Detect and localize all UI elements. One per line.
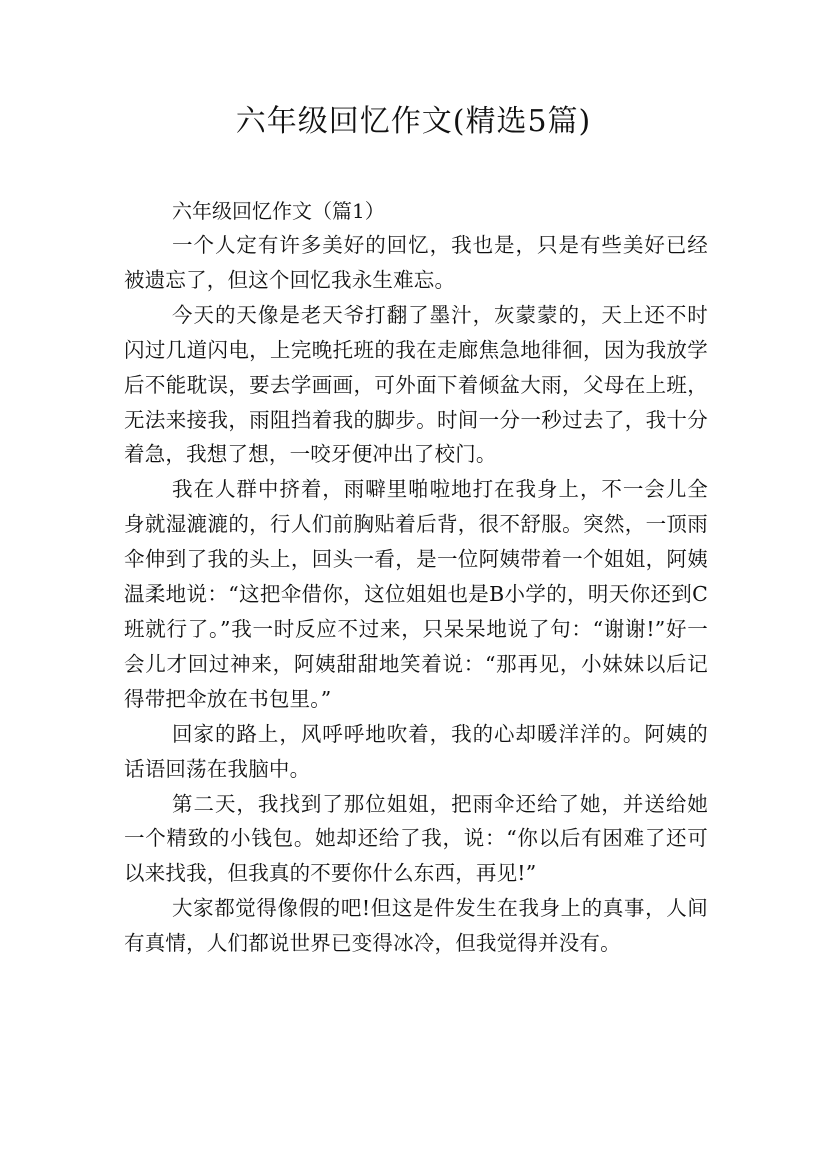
section-heading: 六年级回忆作文（篇1） bbox=[172, 199, 385, 223]
paragraph: 我在人群中挤着，雨噼里啪啦地打在我身上，不一会儿全身就湿漉漉的，行人们前胸贴着后背，很不舒服。突然，一顶雨伞伸到了我的头上，回头一看，是一位阿姨带着一个姐姐，阿姨温柔地说：“这把伞借你，这位姐姐也是B小学的，明天你还到C班就行了。”我一时反应不过来，只呆呆地说了句：“谢谢!”好一会儿才回过神来，阿姨甜甜地笑着说：“那再见，小妹妹以后记得带把伞放在书包里。” bbox=[124, 477, 708, 711]
paragraph: 今天的天像是老天爷打翻了墨汁，灰蒙蒙的，天上还不时闪过几道闪电，上完晚托班的我在走廊焦急地徘徊，因为我放学后不能耽误，要去学画画，可外面下着倾盆大雨，父母在上班，无法来接我，雨阻挡着我的脚步。时间一分一秒过去了，我十分着急，我想了想，一咬牙便冲出了校门。 bbox=[124, 302, 708, 467]
paragraph: 一个人定有许多美好的回忆，我也是，只是有些美好已经被遗忘了，但这个回忆我永生难忘。 bbox=[124, 233, 708, 292]
paragraph: 大家都觉得像假的吧!但这是件发生在我身上的真事，人间有真情，人们都说世界已变得冰冷，但我觉得并没有。 bbox=[124, 896, 708, 956]
document-title: 六年级回忆作文(精选5篇) bbox=[235, 104, 592, 139]
paragraph: 第二天，我找到了那位姐姐，把雨伞还给了她，并送给她一个精致的小钱包。她却还给了我，说：“你以后有困难了还可以来找我，但我真的不要你什么东西，再见!” bbox=[124, 791, 708, 886]
article-body bbox=[124, 194, 708, 961]
paragraph: 回家的路上，风呼呼地吹着，我的心却暖洋洋的。阿姨的话语回荡在我脑中。 bbox=[124, 721, 708, 781]
